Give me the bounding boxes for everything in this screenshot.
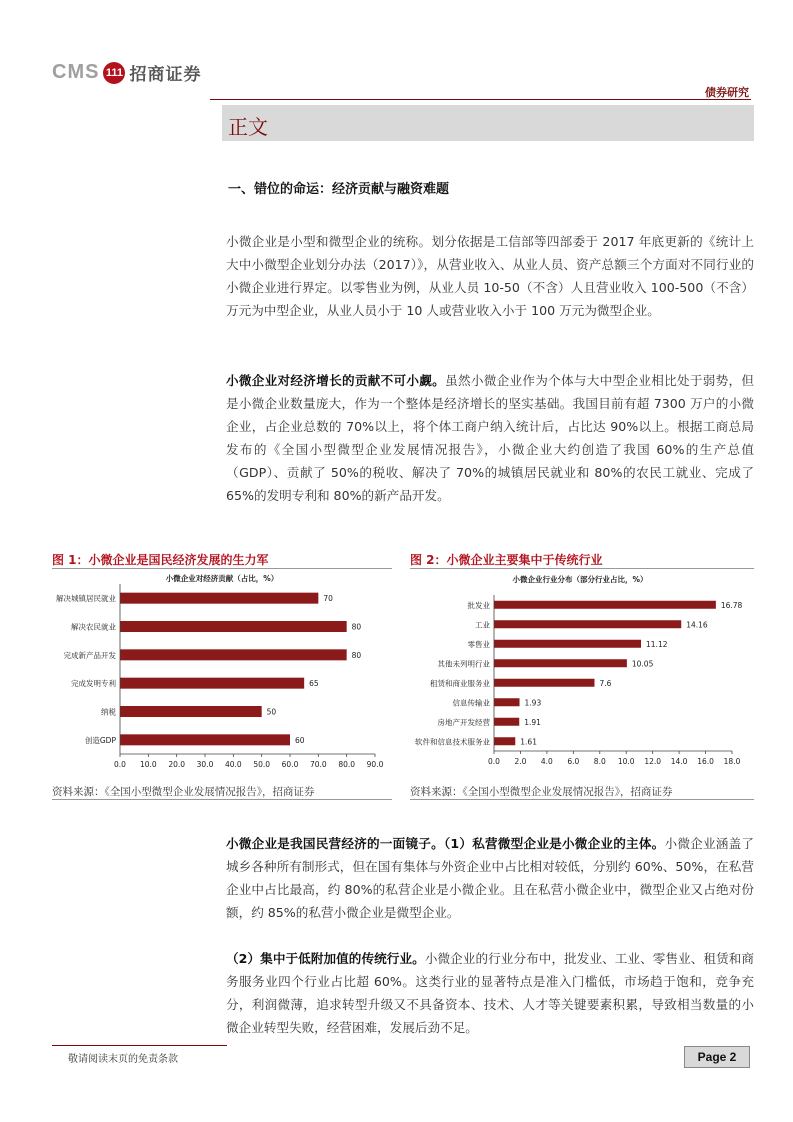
bar: [494, 601, 716, 609]
category-label: 创造GDP: [84, 735, 116, 745]
logo-company-name: 招商证券: [129, 65, 202, 85]
paragraph-3-text: 小微企业涵盖了城乡各种所有制形式，但在国有集体与外资企业中占比相对较低，分别约 60%、50%，在私营企业中占比最高，约 80%的私营企业是小微企业。且在私营小微企业中，微型企业又占绝对份额，约 85%的私营小微企业是微型企业。: [226, 836, 755, 920]
bar: [494, 640, 641, 648]
category-label: 信息传输业: [452, 698, 490, 708]
value-label: 80: [351, 650, 362, 660]
company-logo: [52, 60, 201, 85]
category-label: 解决城镇居民就业: [56, 594, 116, 604]
bar: [120, 649, 347, 660]
bar: [494, 659, 627, 667]
x-tick-label: 20.0: [168, 760, 186, 769]
x-tick-label: 4.0: [540, 757, 553, 766]
figure-1-source: 资料来源：《全国小型微型企业发展情况报告》，招商证券: [52, 786, 315, 798]
x-tick-label: 90.0: [366, 760, 384, 769]
x-tick-label: 18.0: [723, 757, 741, 766]
bar: [494, 698, 520, 706]
x-tick-label: 12.0: [644, 757, 662, 766]
value-label: 1.93: [524, 698, 542, 708]
category-label: 零售业: [467, 639, 490, 649]
category-label: 完成发明专利: [71, 679, 116, 689]
paragraph-2: [226, 369, 754, 507]
section-title: 正文: [228, 115, 268, 139]
bar: [120, 706, 262, 717]
logo-cms-text: CMS: [52, 61, 100, 83]
chart-title: 小微企业行业分布（部分行业占比，%）: [512, 575, 648, 584]
x-tick-label: 10.0: [617, 757, 635, 766]
value-label: 50: [266, 707, 277, 717]
chart-title: 小微企业对经济贡献（占比，%）: [165, 574, 279, 583]
paragraph-3: [226, 832, 754, 924]
figure-2-divider: [410, 568, 754, 569]
value-label: 1.91: [524, 717, 541, 727]
paragraph-2-text: 虽然小微企业作为个体与大中型企业相比处于弱势，但是小微企业数量庞大，作为一个整体是经济增长的坚实基础。我国目前有超 7300 万户的小微企业，占企业总数的 70%以上，将个体工商户纳入统计后，占比达 90%以上。根据工商总局发布的《全国小型微型企业发展情况报告》，小微企业大约创造了我国 60%的生产总值（GDP）、贡献了 50%的税收、解决了 70%的城镇居民就业和 80%的农民工就业、完成了 65%的发明专利和 80%的新产品开发。: [226, 373, 755, 503]
bar: [494, 718, 519, 726]
logo-badge-icon: 111: [103, 62, 125, 84]
x-tick-label: 0.0: [114, 760, 126, 769]
category-label: 纳税: [101, 707, 116, 717]
category-label: 解决农民就业: [71, 622, 116, 632]
value-label: 60: [295, 735, 305, 745]
bar: [120, 621, 347, 632]
footer-divider: [52, 1045, 227, 1046]
figure-1-source-divider: [52, 799, 392, 800]
bar: [120, 678, 304, 689]
bar: [120, 593, 318, 604]
x-tick-label: 6.0: [567, 757, 580, 766]
bar: [120, 734, 290, 745]
x-tick-label: 60.0: [281, 760, 299, 769]
x-tick-label: 10.0: [139, 760, 157, 769]
bar: [494, 620, 681, 628]
paragraph-3-lead: 小微企业是我国民营经济的一面镜子。（1）私营微型企业是小微企业的主体。: [226, 836, 665, 851]
value-label: 7.6: [599, 678, 612, 688]
x-tick-label: 8.0: [593, 757, 606, 766]
paragraph-4-lead: （2）集中于低附加值的传统行业。: [226, 951, 425, 966]
value-label: 11.12: [646, 639, 668, 649]
chart-industry-distribution: [410, 570, 755, 782]
value-label: 70: [323, 594, 333, 604]
value-label: 16.78: [720, 600, 743, 610]
bar: [494, 679, 594, 687]
paragraph-1: 小微企业是小型和微型企业的统称。划分依据是工信部等四部委于 2017 年底更新的《统计上大中小微型企业划分办法（2017）》，从营业收入、从业人员、资产总额三个方面对不同行业的小微企业进行界定。以零售业为例，从业人员 10-50（不含）人且营业收入 100-500（不含）万元为中型企业，从业人员小于 10 人或营业收入小于 100 万元为微型企业。: [226, 234, 754, 318]
x-tick-label: 0.0: [488, 757, 500, 766]
x-tick-label: 16.0: [697, 757, 714, 766]
x-tick-label: 50.0: [253, 760, 271, 769]
figure-1-title: 图 1：小微企业是国民经济发展的生力军: [52, 553, 269, 567]
heading-1: 一、错位的命运：经济贡献与融资难题: [228, 182, 450, 197]
x-tick-label: 2.0: [514, 757, 527, 766]
category-label: 其他未列明行业: [437, 659, 490, 669]
value-label: 10.05: [631, 659, 654, 669]
value-label: 80: [351, 622, 362, 632]
paragraph-2-lead: 小微企业对经济增长的贡献不可小觑。: [226, 373, 446, 388]
x-tick-label: 40.0: [224, 760, 242, 769]
page-number: Page 2: [684, 1046, 750, 1068]
x-tick-label: 30.0: [196, 760, 214, 769]
figure-2-source-divider: [410, 799, 754, 800]
x-tick-label: 14.0: [670, 757, 688, 766]
bar: [494, 737, 515, 745]
x-tick-label: 70.0: [309, 760, 327, 769]
footer-disclaimer: 敬请阅读末页的免责条款: [68, 1054, 178, 1065]
figure-2-title: 图 2：小微企业主要集中于传统行业: [410, 553, 603, 567]
value-label: 65: [309, 679, 319, 689]
category-label: 租赁和商业服务业: [430, 678, 490, 688]
paragraph-4: [226, 947, 754, 1039]
category-label: 软件和信息技术服务业: [415, 737, 490, 747]
x-tick-label: 80.0: [338, 760, 356, 769]
paragraph-4-text: 小微企业的行业分布中，批发业、工业、零售业、租赁和商务服务业四个行业占比超 60%。这类行业的显著特点是准入门槛低，市场趋于饱和，竞争充分，利润微薄，追求转型升级又不具备资本、技术、人才等关键要素积累，导致相当数量的小微企业转型失败，经营困难，发展后劲不足。: [226, 951, 755, 1035]
figure-2-source: 资料来源：《全国小型微型企业发展情况报告》，招商证券: [410, 786, 673, 798]
value-label: 1.61: [520, 737, 537, 747]
section-title-bar: [222, 105, 754, 141]
category-label: 批发业: [467, 600, 490, 610]
chart-economic-contribution: [52, 570, 397, 782]
report-category: 债券研究: [705, 86, 749, 99]
category-label: 完成新产品开发: [63, 650, 116, 660]
header-divider: [210, 99, 751, 100]
value-label: 14.16: [686, 620, 708, 630]
figure-1-divider: [52, 568, 392, 569]
category-label: 房地产开发经营: [437, 717, 490, 727]
category-label: 工业: [475, 620, 490, 630]
